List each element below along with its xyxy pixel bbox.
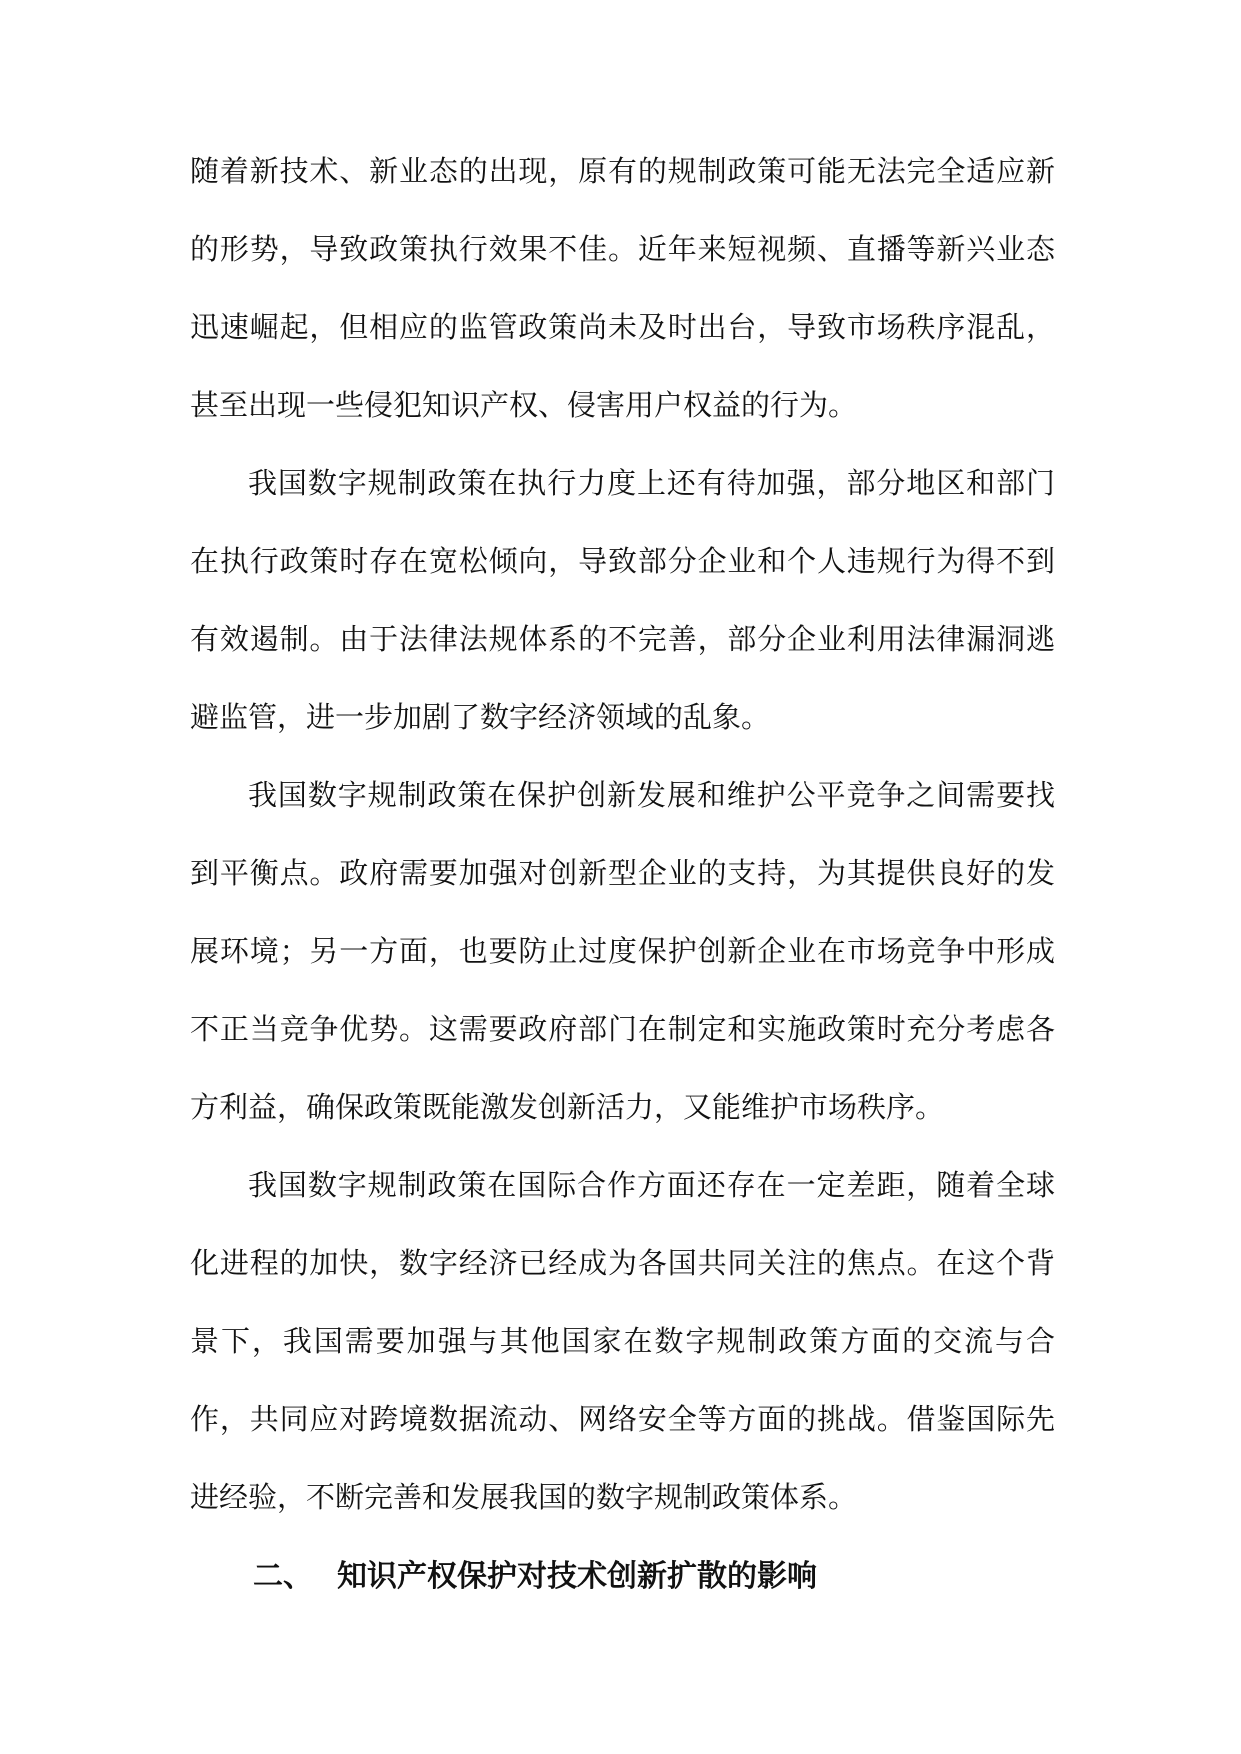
section-title: 知识产权保护对技术创新扩散的影响 [337, 1559, 817, 1594]
paragraph-continuation: 随着新技术、新业态的出现，原有的规制政策可能无法完全适应新的形势，导致政策执行效果不佳。近年来短视频、直播等新兴业态迅速崛起，但相应的监管政策尚未及时出台，导致市场秩序混乱，甚至出现一些侵犯知识产权、侵害用户权益的行为。 [190, 154, 1055, 422]
paragraph-enforcement: 我国数字规制政策在执行力度上还有待加强，部分地区和部门在执行政策时存在宽松倾向，导致部分企业和个人违规行为得不到有效遏制。由于法律法规体系的不完善，部分企业利用法律漏洞逃避监管，进一步加剧了数字经济领域的乱象。 [190, 466, 1055, 734]
section-heading [253, 1555, 817, 1599]
paragraph-innovation-balance: 我国数字规制政策在保护创新发展和维护公平竞争之间需要找到平衡点。政府需要加强对创新型企业的支持，为其提供良好的发展环境；另一方面，也要防止过度保护创新企业在市场竞争中形成不正当竞争优势。这需要政府部门在制定和实施政策时充分考虑各方利益，确保政策既能激发创新活力，又能维护市场秩序。 [190, 778, 1055, 1124]
paragraph-international-cooperation: 我国数字规制政策在国际合作方面还存在一定差距，随着全球化进程的加快，数字经济已经成为各国共同关注的焦点。在这个背景下，我国需要加强与其他国家在数字规制政策方面的交流与合作，共同应对跨境数据流动、网络安全等方面的挑战。借鉴国际先进经验，不断完善和发展我国的数字规制政策体系。 [190, 1168, 1055, 1514]
section-number: 二、 [253, 1559, 313, 1594]
